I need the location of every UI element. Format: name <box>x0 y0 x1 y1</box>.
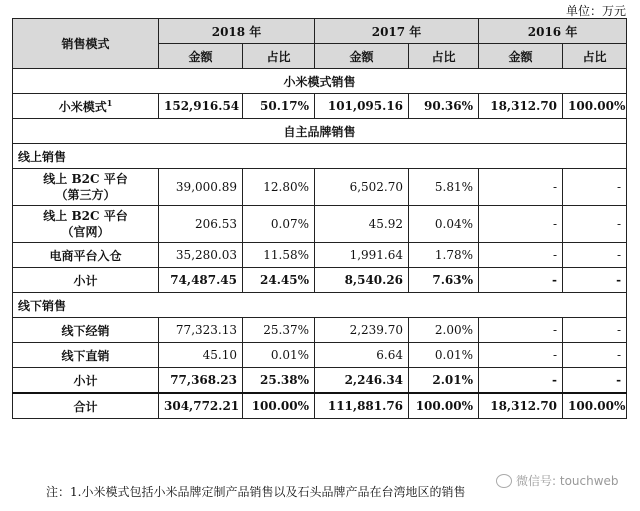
row-label: 合计 <box>13 393 159 419</box>
cell: 45.92 <box>315 206 409 243</box>
cell: 1.78% <box>409 243 479 268</box>
row-label: 线下经销 <box>13 318 159 343</box>
cell: 5.81% <box>409 169 479 206</box>
cell: 6.64 <box>315 343 409 368</box>
cell: 35,280.03 <box>159 243 243 268</box>
cell: 0.07% <box>243 206 315 243</box>
cell: - <box>563 343 627 368</box>
footnote-mark: 1 <box>106 97 113 108</box>
row-label: 线下直销 <box>13 343 159 368</box>
cell: 1,991.64 <box>315 243 409 268</box>
cell: 206.53 <box>159 206 243 243</box>
cell: 24.45% <box>243 268 315 293</box>
cell: 25.38% <box>243 368 315 394</box>
cell: 18,312.70 <box>479 94 563 119</box>
cell: 2,239.70 <box>315 318 409 343</box>
cell: 304,772.21 <box>159 393 243 419</box>
ratio-header: 占比 <box>563 44 627 69</box>
cell: 100.00% <box>243 393 315 419</box>
amount-header: 金额 <box>159 44 243 69</box>
cell: 90.36% <box>409 94 479 119</box>
cell: - <box>479 343 563 368</box>
year-2017-header: 2017 年 <box>315 19 479 44</box>
cell: 2,246.34 <box>315 368 409 394</box>
cell: 152,916.54 <box>159 94 243 119</box>
cell: - <box>563 268 627 293</box>
table-row <box>13 169 627 206</box>
row-label: 小计 <box>13 368 159 394</box>
cell: 25.37% <box>243 318 315 343</box>
wechat-icon <box>496 474 512 488</box>
cell: 74,487.45 <box>159 268 243 293</box>
ratio-header: 占比 <box>243 44 315 69</box>
cell: - <box>563 318 627 343</box>
table-row <box>13 206 627 243</box>
cell: 8,540.26 <box>315 268 409 293</box>
group-offline: 线下销售 <box>13 293 627 318</box>
table-row <box>13 94 627 119</box>
cell: 0.01% <box>409 343 479 368</box>
cell: 100.00% <box>563 393 627 419</box>
cell: 50.17% <box>243 94 315 119</box>
cell: - <box>479 318 563 343</box>
watermark <box>496 472 619 489</box>
cell: 39,000.89 <box>159 169 243 206</box>
row-label: 电商平台入仓 <box>13 243 159 268</box>
group-online: 线上销售 <box>13 144 627 169</box>
row-label: 线上 B2C 平台 <box>43 172 128 186</box>
cell: 77,368.23 <box>159 368 243 394</box>
cell: 111,881.76 <box>315 393 409 419</box>
year-2016-header: 2016 年 <box>479 19 627 44</box>
cell: - <box>563 368 627 394</box>
subtotal-row <box>13 268 627 293</box>
cell: - <box>479 169 563 206</box>
cell: - <box>563 243 627 268</box>
cell: - <box>479 368 563 394</box>
ratio-header: 占比 <box>409 44 479 69</box>
cell: 2.01% <box>409 368 479 394</box>
cell: - <box>479 268 563 293</box>
row-label-sub: （第三方） <box>55 188 116 202</box>
cell: 11.58% <box>243 243 315 268</box>
cell: 18,312.70 <box>479 393 563 419</box>
table-row <box>13 318 627 343</box>
cell: 77,323.13 <box>159 318 243 343</box>
cell: - <box>479 243 563 268</box>
cell: - <box>563 206 627 243</box>
cell: 6,502.70 <box>315 169 409 206</box>
cell: - <box>479 206 563 243</box>
year-2018-header: 2018 年 <box>159 19 315 44</box>
unit-label: 单位：万元 <box>565 4 626 18</box>
sales-table <box>12 18 627 419</box>
cell: 101,095.16 <box>315 94 409 119</box>
row-label: 小计 <box>13 268 159 293</box>
cell: 100.00% <box>563 94 627 119</box>
total-row <box>13 393 627 419</box>
cell: 7.63% <box>409 268 479 293</box>
table-row <box>13 343 627 368</box>
row-label-sub: （官网） <box>61 225 110 239</box>
subtotal-row <box>13 368 627 394</box>
cell: 45.10 <box>159 343 243 368</box>
amount-header: 金额 <box>315 44 409 69</box>
section-own-brand: 自主品牌销售 <box>13 119 627 144</box>
cell: - <box>563 169 627 206</box>
cell: 100.00% <box>409 393 479 419</box>
watermark-text: 微信号: touchweb <box>516 474 619 488</box>
cell: 2.00% <box>409 318 479 343</box>
cell: 0.01% <box>243 343 315 368</box>
amount-header: 金额 <box>479 44 563 69</box>
footnote: 注：1.小米模式包括小米品牌定制产品销售以及石头品牌产品在台湾地区的销售 <box>46 485 466 499</box>
cell: 0.04% <box>409 206 479 243</box>
mode-header: 销售模式 <box>13 19 159 69</box>
cell: 12.80% <box>243 169 315 206</box>
row-label: 小米模式 <box>58 99 107 114</box>
table-row <box>13 243 627 268</box>
section-xiaomi: 小米模式销售 <box>13 69 627 94</box>
row-label: 线上 B2C 平台 <box>43 209 128 223</box>
